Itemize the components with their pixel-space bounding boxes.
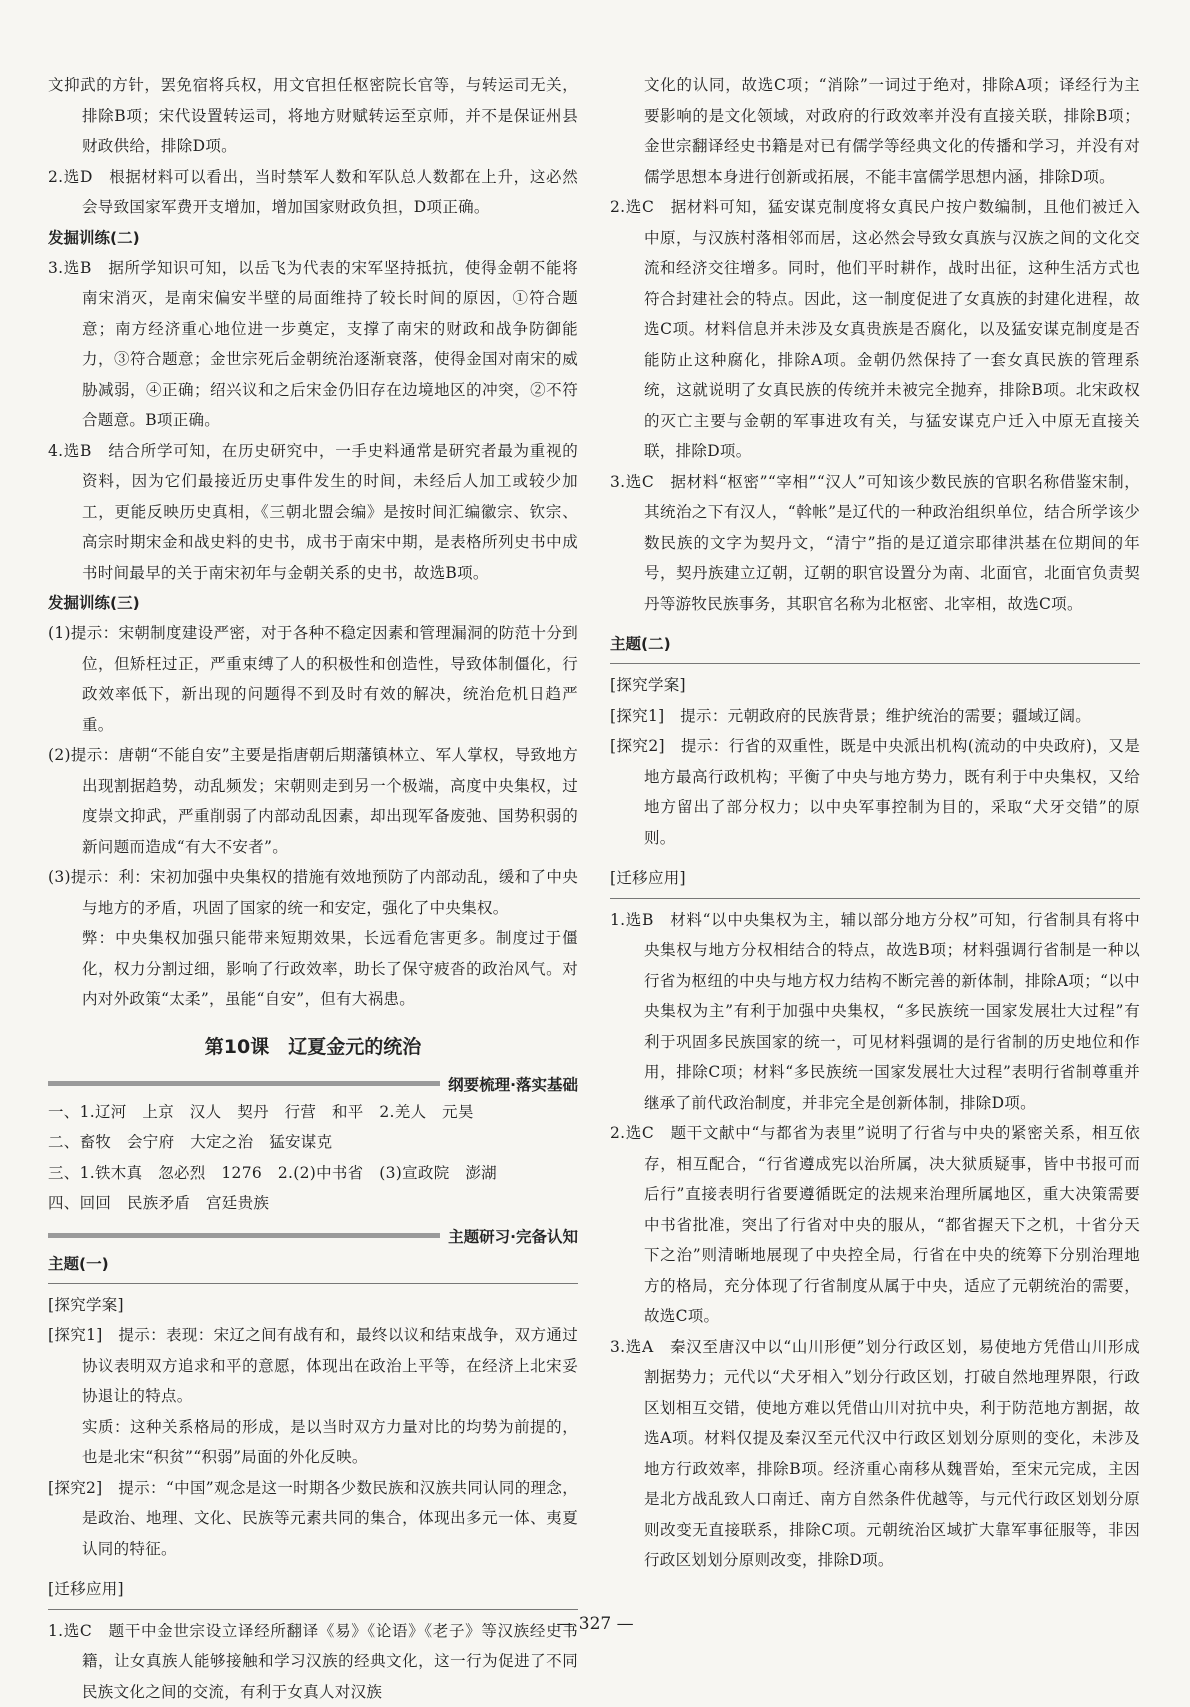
left-column <box>48 70 578 1707</box>
apply-label: [迁移应用] <box>610 863 1140 894</box>
section-heading-train2: 发掘训练(二) <box>48 223 578 253</box>
explore-1-essence: 实质：这种关系格局的形成，是以当时双方力量对比的均势为前提的，也是北宋“积贫”“积弱”局面的外化反映。 <box>48 1412 578 1473</box>
answer-item-3: 3.选B 据所学知识可知，以岳飞为代表的宋军坚持抵抗，使得金朝不能将南宋消灭，是南宋偏安半壁的局面维持了较长时间的原因，①符合题意；南方经济重心地位进一步奠定，支撑了南宋的财政和战争防御能力，③符合题意；金世宗死后金朝统治逐渐衰落，使得金国对南宋的威胁减弱，④正确；绍兴议和之后宋金仍旧存在边境地区的冲突，②不符合题意。B项正确。 <box>48 253 578 436</box>
right-column <box>610 70 1140 1707</box>
outline-line-3: 三、1.铁木真 忽必烈 1276 2.(2)中书省 (3)宣政院 澎湖 <box>48 1158 578 1189</box>
answer-item-2c: 2.选C 据材料可知，猛安谋克制度将女真民户按户数编制，且他们被迁入中原，与汉族村落相邻而居，这必然会导致女真族与汉族之间的文化交流和经济交往增多。同时，他们平时耕作，战时出征，这种生活方式也符合封建社会的特点。因此，这一制度促进了女真族的封建化进程，故选C项。材料信息并未涉及女真贵族是否腐化，以及猛安谋克制度是否能防止这种腐化，排除A项。金朝仍然保持了一套女真民族的管理系统，这就说明了女真民族的传统并未被完全抛弃，排除B项。北宋政权的灭亡主要与金朝的军事进攻有关，与猛安谋克户迁入中原无直接关联，排除D项。 <box>610 192 1140 467</box>
outline-line-2: 二、畜牧 会宁府 大定之治 猛安谋克 <box>48 1127 578 1158</box>
apply-item-1b: 1.选B 材料“以中央集权为主，辅以部分地方分权”可知，行省制具有将中央集权与地方分权相结合的特点，故选B项；材料强调行省制是一种以行省为枢纽的中央与地方权力结构不断完善的新体制，排除A项；“以中央集权为主”有利于加强中央集权，“多民族统一国家发展壮大过程”有利于巩固多民族国家的统一，可见材料强调的是行省制的历史地位和作用，排除C项；材料“多民族统一国家发展壮大过程”表明行省制尊重并继承了前代政治制度，并非完全是创新体制，排除D项。 <box>610 905 1140 1119</box>
band-label: 纲要梳理·落实基础 <box>448 1073 578 1095</box>
explore-1b: [探究1] 提示：元朝政府的民族背景；维护统治的需要；疆域辽阔。 <box>610 701 1140 732</box>
band-heading-outline <box>48 1073 578 1095</box>
lesson-title: 第10课 辽夏金元的统治 <box>48 1027 578 1067</box>
answer-continuation: 文化的认同，故选C项；“消除”一词过于绝对，排除A项；译经行为主要影响的是文化领域，对政府的行政效率并没有直接关联，排除B项；金世宗翻译经史书籍是对已有儒学等经典文化的传播和学习，并没有对儒学思想本身进行创新或拓展，不能丰富儒学思想内涵，排除D项。 <box>610 70 1140 192</box>
answer-item-1: (1)提示：宋朝制度建设严密，对于各种不稳定因素和管理漏洞的防范十分到位，但矫枉过正，严重束缚了人的积极性和创造性，导致体制僵化，行政效率低下，新出现的问题得不到及时有效的解决，统治危机日趋严重。 <box>48 618 578 740</box>
answer-item-3b: (3)提示：利：宋初加强中央集权的措施有效地预防了内部动乱，缓和了中央与地方的矛盾，巩固了国家的统一和安定，强化了中央集权。 <box>48 862 578 923</box>
outline-line-1: 一、1.辽河 上京 汉人 契丹 行营 和平 2.羌人 元昊 <box>48 1097 578 1128</box>
explore-2: [探究2] 提示：“中国”观念是这一时期各少数民族和汉族共同认同的理念，是政治、地理、文化、民族等元素共同的集合，体现出多元一体、夷夏认同的特征。 <box>48 1473 578 1565</box>
study-label: [探究学案] <box>610 670 1140 701</box>
explore-1: [探究1] 提示：表现：宋辽之间有战有和，最终以议和结束战争，双方通过协议表明双方追求和平的意愿，体现出在政治上平等，在经济上北宋妥协退让的特点。 <box>48 1320 578 1412</box>
answer-disadvantage: 弊：中央集权加强只能带来短期效果，长远看危害更多。制度过于僵化，权力分割过细，影响了行政效率，助长了保守疲沓的政治风气。对内对外政策“太柔”，虽能“自安”，但有大祸患。 <box>48 923 578 1015</box>
apply-item-1: 1.选C 题干中金世宗设立译经所翻译《易》《论语》《老子》等汉族经史书籍，让女真族人能够接触和学习汉族的经典文化，这一行为促进了不同民族文化之间的交流，有利于女真人对汉族 <box>48 1616 578 1707</box>
study-label: [探究学案] <box>48 1290 578 1321</box>
answer-item-2b: (2)提示：唐朝“不能自安”主要是指唐朝后期藩镇林立、军人掌权，导致地方出现割据趋势，动乱频发；宋朝则走到另一个极端，高度中央集权，过度崇文抑武，严重削弱了内部动乱因素，却出现军备废弛、国势积弱的新问题而造成“有大不安者”。 <box>48 740 578 862</box>
explore-2b: [探究2] 提示：行省的双重性，既是中央派出机构(流动的中央政府)，又是地方最高行政机构；平衡了中央与地方势力，既有利于中央集权，又给地方留出了部分权力；以中央军事控制为目的，采取“犬牙交错”的原则。 <box>610 731 1140 853</box>
answer-paragraph: 文抑武的方针，罢免宿将兵权，用文官担任枢密院长官等，与转运司无关，排除B项；宋代设置转运司，将地方财赋转运至京师，并不是保证州县财政供给，排除D项。 <box>48 70 578 162</box>
topic-heading-1: 主题(一) <box>48 1249 578 1279</box>
divider <box>610 663 1140 664</box>
apply-label: [迁移应用] <box>48 1574 578 1605</box>
divider <box>48 1283 578 1284</box>
topic-heading-2: 主题(二) <box>610 629 1140 659</box>
divider <box>48 1609 578 1610</box>
divider <box>610 898 1140 899</box>
band-bar <box>48 1081 440 1086</box>
section-heading-train3: 发掘训练(三) <box>48 588 578 618</box>
page-number: — 327 — <box>0 1614 1190 1634</box>
answer-item-3c: 3.选C 据材料“枢密”“宰相”“汉人”可知该少数民族的官职名称借鉴宋制，其统治之下有汉人，“斡帐”是辽代的一种政治组织单位，结合所学该少数民族的文字为契丹文，“清宁”指的是辽道宗耶律洪基在位期间的年号，契丹族建立辽朝，辽朝的职官设置分为南、北面官，北面官负责契丹等游牧民族事务，其职官名称为北枢密、北宰相，故选C项。 <box>610 467 1140 620</box>
band-heading-study <box>48 1225 578 1247</box>
answer-item-4: 4.选B 结合所学可知，在历史研究中，一手史料通常是研究者最为重视的资料，因为它们最接近历史事件发生的时间，未经后人加工或较少加工，更能反映历史真相，《三朝北盟会编》是按时间汇编徽宗、钦宗、高宗时期宋金和战史料的史书，成书于南宋中期，是表格所列史书中成书时间最早的关于南宋初年与金朝关系的史书，故选B项。 <box>48 436 578 589</box>
outline-line-4: 四、回回 民族矛盾 宫廷贵族 <box>48 1188 578 1219</box>
apply-item-2b: 2.选C 题干文献中“与都省为表里”说明了行省与中央的紧密关系，相互依存，相互配合，“行省遵成宪以治所属，决大狱质疑事，皆中书报可而后行”直接表明行省要遵循既定的法规来治理所属地区，重大决策需要中书省批准，突出了行省对中央的服从，“都省握天下之机，十省分天下之治”则清晰地展现了中央控全局，行省在中央的统筹下分别治理地方的格局，充分体现了行省制度从属于中央，适应了元朝统治的需要，故选C项。 <box>610 1118 1140 1332</box>
answer-item-2: 2.选D 根据材料可以看出，当时禁军人数和军队总人数都在上升，这必然会导致国家军费开支增加，增加国家财政负担，D项正确。 <box>48 162 578 223</box>
band-label: 主题研习·完备认知 <box>448 1225 578 1247</box>
band-bar <box>48 1233 440 1238</box>
apply-item-3b: 3.选A 秦汉至唐汉中以“山川形便”划分行政区划，易使地方凭借山川形成割据势力；元代以“犬牙相入”划分行政区划，打破自然地理界限，行政区划相互交错，使地方难以凭借山川对抗中央，利于防范地方割据，故选A项。材料仅提及秦汉至元代汉中行政区划划分原则的变化，未涉及地方行政效率，排除B项。经济重心南移从魏晋始，至宋元完成，主因是北方战乱致人口南迁、南方自然条件优越等，与元代行政区划划分原则改变无直接联系，排除C项。元朝统治区域扩大靠军事征服等，非因行政区划划分原则改变，排除D项。 <box>610 1332 1140 1576</box>
